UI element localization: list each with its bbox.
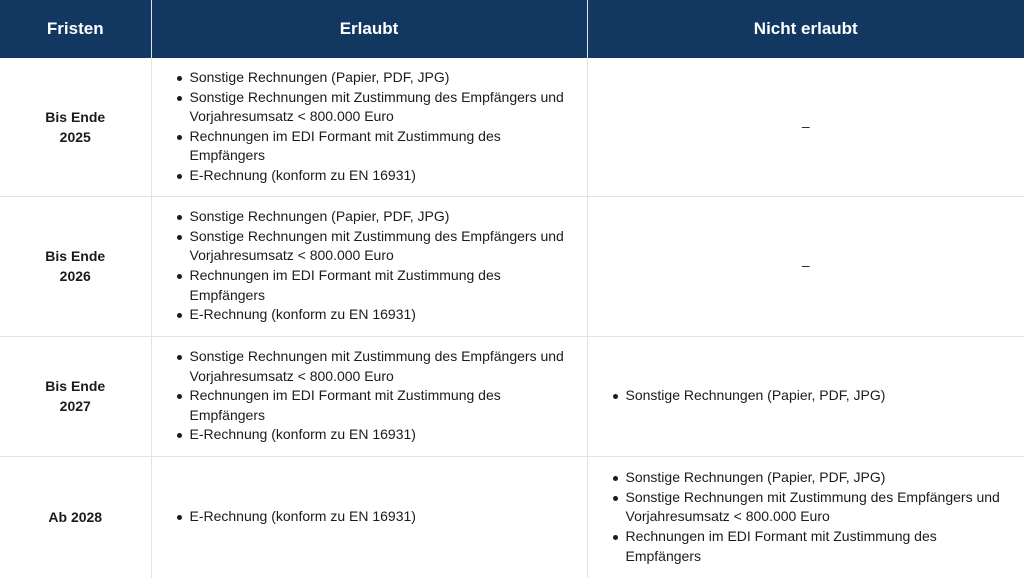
list-item: Sonstige Rechnungen (Papier, PDF, JPG) <box>626 468 1015 488</box>
list-item: E-Rechnung (konform zu EN 16931) <box>190 305 577 325</box>
deadline-cell <box>0 456 151 578</box>
empty-dash: – <box>801 117 810 134</box>
list-item: Sonstige Rechnungen (Papier, PDF, JPG) <box>190 207 577 227</box>
allowed-cell <box>151 196 587 336</box>
table-row <box>0 456 1024 578</box>
list-item: Rechnungen im EDI Formant mit Zustimmung des Empfängers <box>626 527 1015 566</box>
deadline-cell <box>0 196 151 336</box>
allowed-list <box>162 207 577 325</box>
list-item: Sonstige Rechnungen (Papier, PDF, JPG) <box>626 386 1015 406</box>
allowed-cell <box>151 58 587 196</box>
deadline-label: Ab 2028 <box>48 509 103 526</box>
not-allowed-cell <box>587 456 1024 578</box>
header-deadlines: Fristen <box>0 0 151 58</box>
deadline-cell <box>0 58 151 196</box>
deadline-label: Bis Ende 2027 <box>45 378 106 414</box>
list-item: Rechnungen im EDI Formant mit Zustimmung des Empfängers <box>190 127 577 166</box>
header-not-allowed: Nicht erlaubt <box>587 0 1024 58</box>
table-row <box>0 58 1024 196</box>
allowed-list <box>162 347 577 445</box>
list-item: Sonstige Rechnungen mit Zustimmung des Empfängers und Vorjahresumsatz < 800.000 Euro <box>190 347 577 386</box>
not-allowed-list <box>598 386 1015 406</box>
list-item: Sonstige Rechnungen (Papier, PDF, JPG) <box>190 68 577 88</box>
deadline-label: Bis Ende 2025 <box>45 108 106 145</box>
allowed-cell <box>151 336 587 456</box>
list-item: Sonstige Rechnungen mit Zustimmung des Empfängers und Vorjahresumsatz < 800.000 Euro <box>190 88 577 127</box>
not-allowed-cell <box>587 336 1024 456</box>
allowed-list <box>162 68 577 186</box>
list-item: Rechnungen im EDI Formant mit Zustimmung des Empfängers <box>190 266 577 305</box>
allowed-list <box>162 507 577 527</box>
list-item: Rechnungen im EDI Formant mit Zustimmung des Empfängers <box>190 386 577 425</box>
deadline-label: Bis Ende 2026 <box>45 248 106 284</box>
table-row <box>0 196 1024 336</box>
not-allowed-list <box>598 468 1015 566</box>
list-item: E-Rechnung (konform zu EN 16931) <box>190 166 577 186</box>
list-item: E-Rechnung (konform zu EN 16931) <box>190 507 577 527</box>
header-allowed: Erlaubt <box>151 0 587 58</box>
allowed-cell <box>151 456 587 578</box>
not-allowed-cell <box>587 196 1024 336</box>
header-row <box>0 0 1024 58</box>
table-row <box>0 336 1024 456</box>
deadline-cell <box>0 336 151 456</box>
list-item: Sonstige Rechnungen mit Zustimmung des Empfängers und Vorjahresumsatz < 800.000 Euro <box>626 488 1015 527</box>
empty-dash: – <box>801 257 810 274</box>
list-item: Sonstige Rechnungen mit Zustimmung des Empfängers und Vorjahresumsatz < 800.000 Euro <box>190 227 577 266</box>
not-allowed-cell <box>587 58 1024 196</box>
list-item: E-Rechnung (konform zu EN 16931) <box>190 425 577 445</box>
